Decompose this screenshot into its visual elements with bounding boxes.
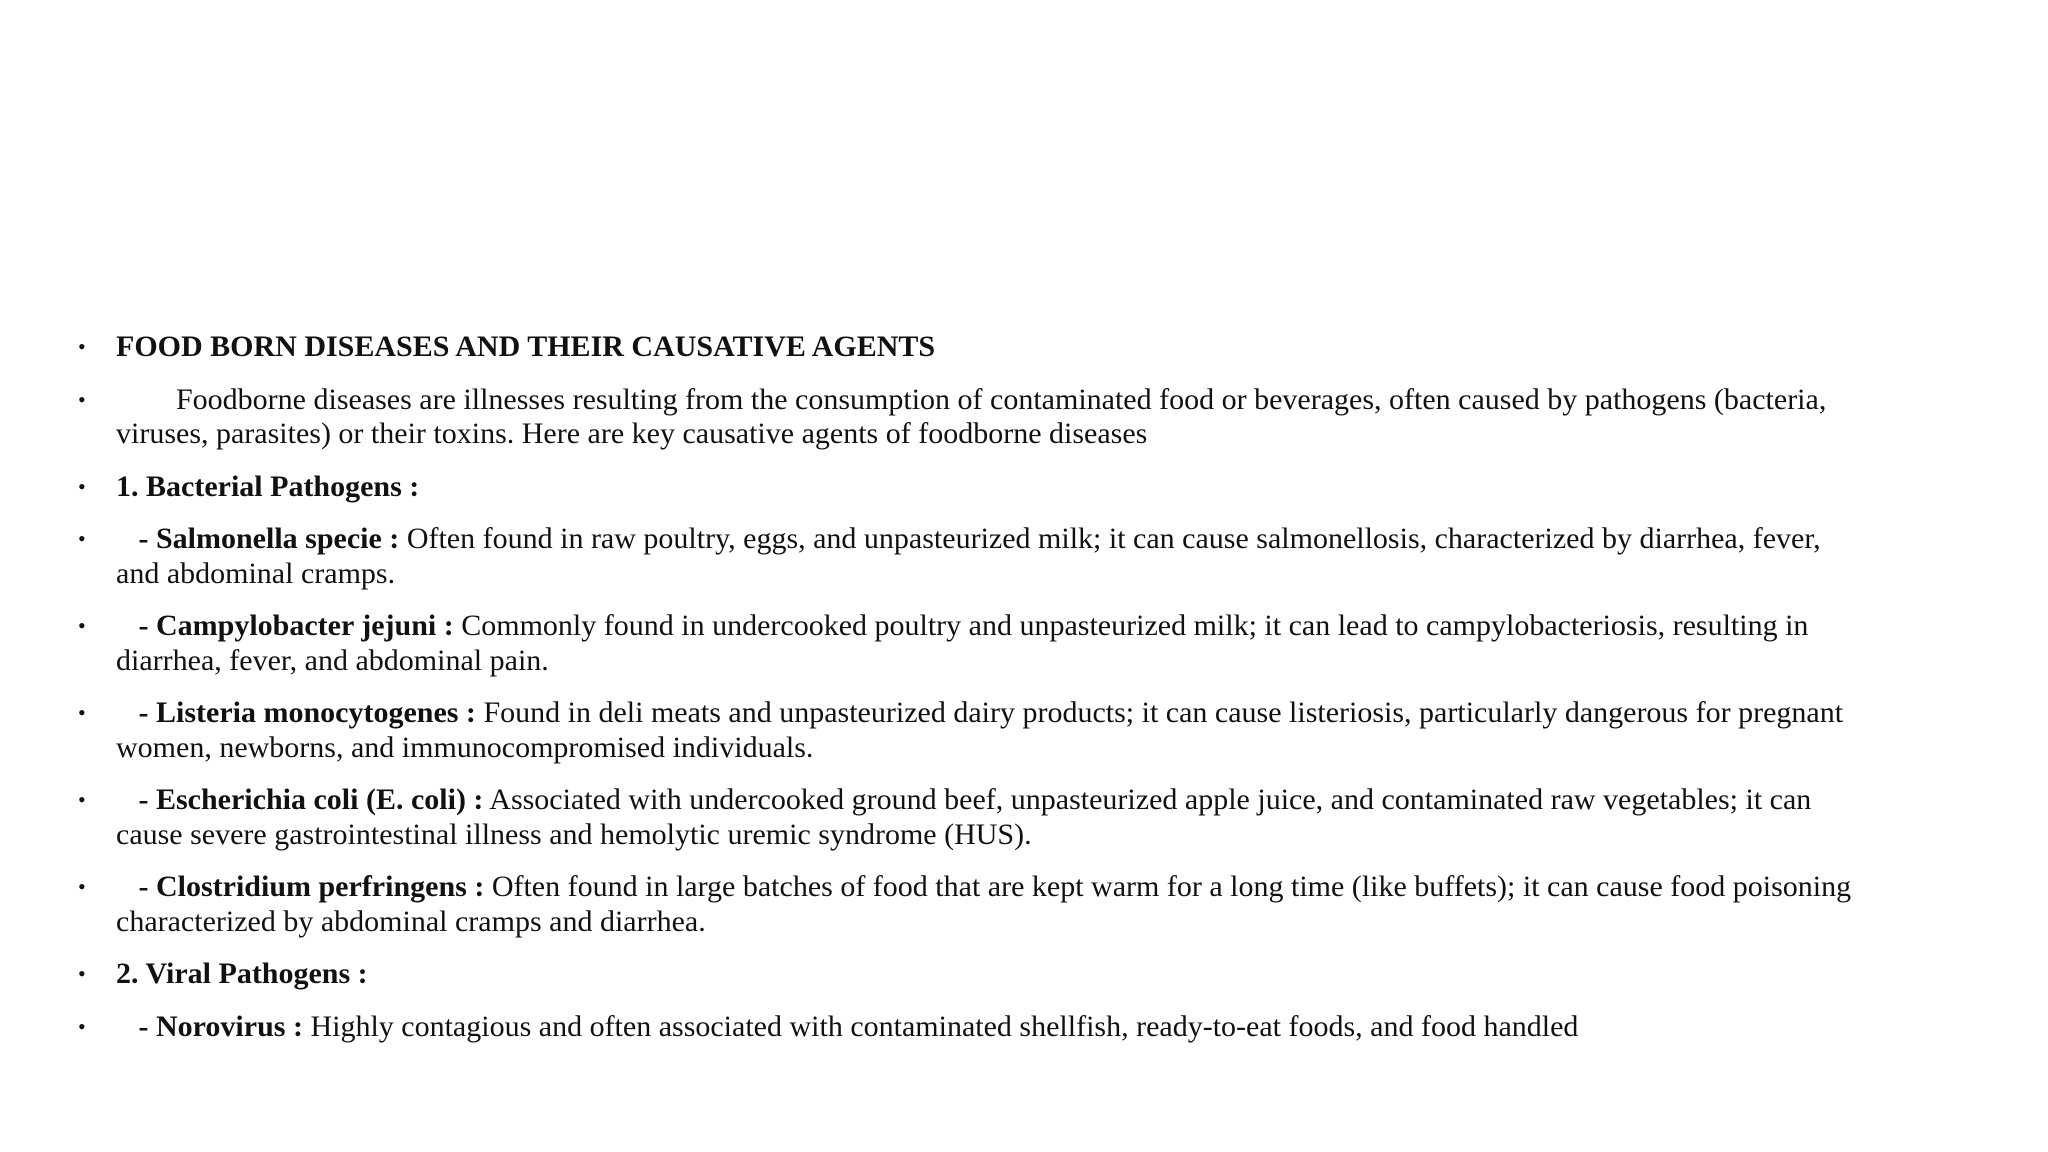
pathogen-description: Associated with undercooked ground beef, unpasteurized apple juice, and contaminated raw vegetables; it can cause severe gastrointestinal illness and hemolytic uremic syndrome (HUS). [116,783,1812,851]
bullet-marker: • [78,613,86,638]
bullet-item-heading [78,330,1858,365]
pathogen-name: - Listeria monocytogenes : [116,696,476,729]
bullet-item-norovirus [78,1010,1858,1045]
pathogen-name: - Escherichia coli (E. coli) : [116,783,484,816]
pathogen-description: Highly contagious and often associated with contaminated shellfish, ready-to-eat foods, and food handled [302,1009,1579,1043]
pathogen-name: - Salmonella specie : [116,522,400,555]
bullet-marker: • [78,787,86,812]
bullet-item-clostridium [78,870,1858,939]
bullet-item-ecoli [78,783,1858,852]
content-bullet-list [78,330,1858,1062]
bullet-item-viral-heading [78,957,1858,992]
bullet-marker: • [78,700,86,725]
section-heading-bacterial: 1. Bacterial Pathogens : [116,469,420,503]
bullet-item-campylobacter [78,609,1858,678]
pathogen-description: Often found in raw poultry, eggs, and unpasteurized milk; it can cause salmonellosis, characterized by diarrhea, fever, and abdominal cramps. [116,522,1821,590]
bullet-marker: • [78,334,86,359]
bullet-marker: • [78,473,86,499]
pathogen-name: - Clostridium perfringens : [116,870,485,903]
bullet-item-salmonella [78,522,1858,591]
bullet-item-intro [78,383,1858,452]
section-heading-viral: 2. Viral Pathogens : [116,957,368,990]
heading-text: FOOD BORN DISEASES AND THEIR CAUSATIVE AGENTS [116,330,936,363]
pathogen-description: Found in deli meats and unpasteurized dairy products; it can cause listeriosis, particularly dangerous for pregnant women, newborns, and immunocompromised individuals. [116,696,1844,764]
bullet-marker: • [78,1013,86,1039]
pathogen-name: - Campylobacter jejuni : [116,609,454,642]
bullet-marker: • [78,526,86,551]
bullet-item-listeria [78,696,1858,765]
pathogen-name: - Norovirus : [116,1009,303,1043]
bullet-item-bacterial-heading [78,470,1858,505]
pathogen-description: Commonly found in undercooked poultry and unpasteurized milk; it can lead to campylobacteriosis, resulting in diarrhea, fever, and abdominal pain. [116,609,1809,677]
bullet-marker: • [78,874,86,899]
bullet-marker: • [78,386,86,412]
intro-text: Foodborne diseases are illnesses resulting from the consumption of contaminated food or beverages, often caused by pathogens (bacteria, viruses, parasites) or their toxins. Here are key causative agents of foodborne diseases [116,382,1834,450]
bullet-marker: • [78,961,86,986]
pathogen-description: Often found in large batches of food that are kept warm for a long time (like buffets); it can cause food poisoning characterized by abdominal cramps and diarrhea. [116,870,1852,938]
